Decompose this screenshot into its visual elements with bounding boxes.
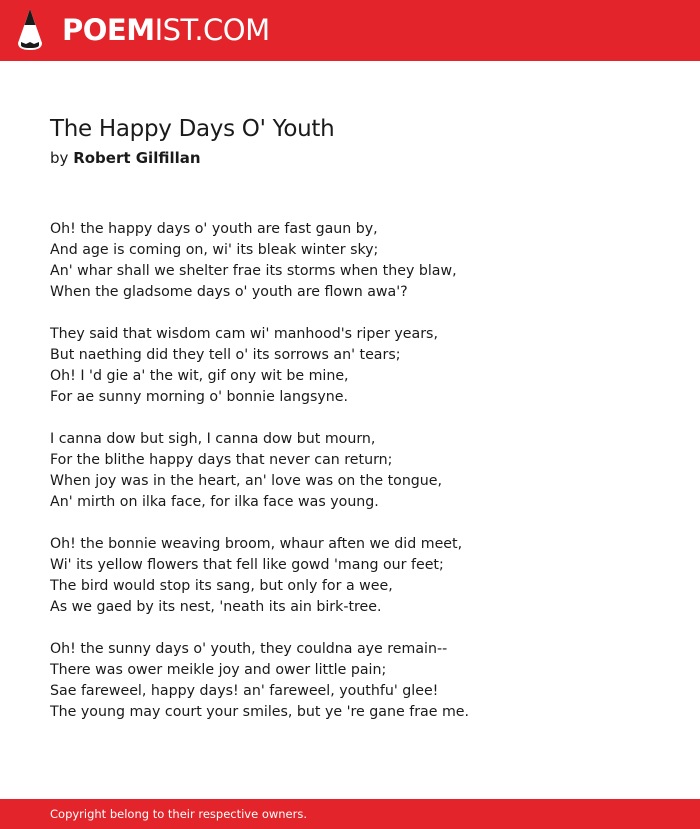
poem-line: They said that wisdom cam wi' manhood's riper years, bbox=[50, 326, 438, 342]
poem-line: For ae sunny morning o' bonnie langsyne. bbox=[50, 389, 348, 405]
logo-bold-text: POEM bbox=[62, 13, 155, 47]
stanza bbox=[50, 534, 660, 618]
poem-line: Oh! the bonnie weaving broom, whaur aften we did meet, bbox=[50, 536, 463, 552]
poem-line: For the blithe happy days that never can return; bbox=[50, 452, 393, 468]
site-footer bbox=[0, 799, 700, 829]
byline bbox=[50, 149, 201, 167]
logo-light-text: IST.COM bbox=[154, 13, 270, 47]
poem-line: But naething did they tell o' its sorrows an' tears; bbox=[50, 347, 401, 363]
poem-line: When joy was in the heart, an' love was on the tongue, bbox=[50, 473, 443, 489]
poem-title: The Happy Days O' Youth bbox=[50, 116, 335, 142]
stanza bbox=[50, 429, 660, 513]
copyright-text: Copyright belong to their respective owners. bbox=[50, 807, 308, 821]
poem-line: Wi' its yellow flowers that fell like gowd 'mang our feet; bbox=[50, 557, 444, 573]
poem-line: The bird would stop its sang, but only for a wee, bbox=[50, 578, 393, 594]
poem-line: Oh! the happy days o' youth are fast gaun by, bbox=[50, 221, 378, 237]
stanza bbox=[50, 639, 660, 723]
poem-line: I canna dow but sigh, I canna dow but mourn, bbox=[50, 431, 376, 447]
poem-line: The young may court your smiles, but ye 're gane frae me. bbox=[50, 704, 470, 720]
poem-line: Oh! I 'd gie a' the wit, gif ony wit be mine, bbox=[50, 368, 349, 384]
pencil-logo-icon bbox=[17, 9, 43, 51]
poem-line: An' whar shall we shelter frae its storms when they blaw, bbox=[50, 263, 457, 279]
poem-line: As we gaed by its nest, 'neath its ain birk-tree. bbox=[50, 599, 382, 615]
poem-line: There was ower meikle joy and ower little pain; bbox=[50, 662, 387, 678]
stanza bbox=[50, 324, 660, 408]
by-label: by bbox=[50, 149, 69, 167]
poem-line: And age is coming on, wi' its bleak winter sky; bbox=[50, 242, 379, 258]
logo-wordmark bbox=[62, 12, 270, 48]
poem-line: Sae fareweel, happy days! an' fareweel, youthfu' glee! bbox=[50, 683, 439, 699]
poem-line: An' mirth on ilka face, for ilka face was young. bbox=[50, 494, 379, 510]
poem-body bbox=[50, 219, 660, 744]
stanza bbox=[50, 219, 660, 303]
poem-line: Oh! the sunny days o' youth, they couldna aye remain-- bbox=[50, 641, 448, 657]
site-header bbox=[0, 0, 700, 61]
author-link[interactable]: Robert Gilfillan bbox=[73, 149, 201, 167]
poem-line: When the gladsome days o' youth are flown awa'? bbox=[50, 284, 408, 300]
